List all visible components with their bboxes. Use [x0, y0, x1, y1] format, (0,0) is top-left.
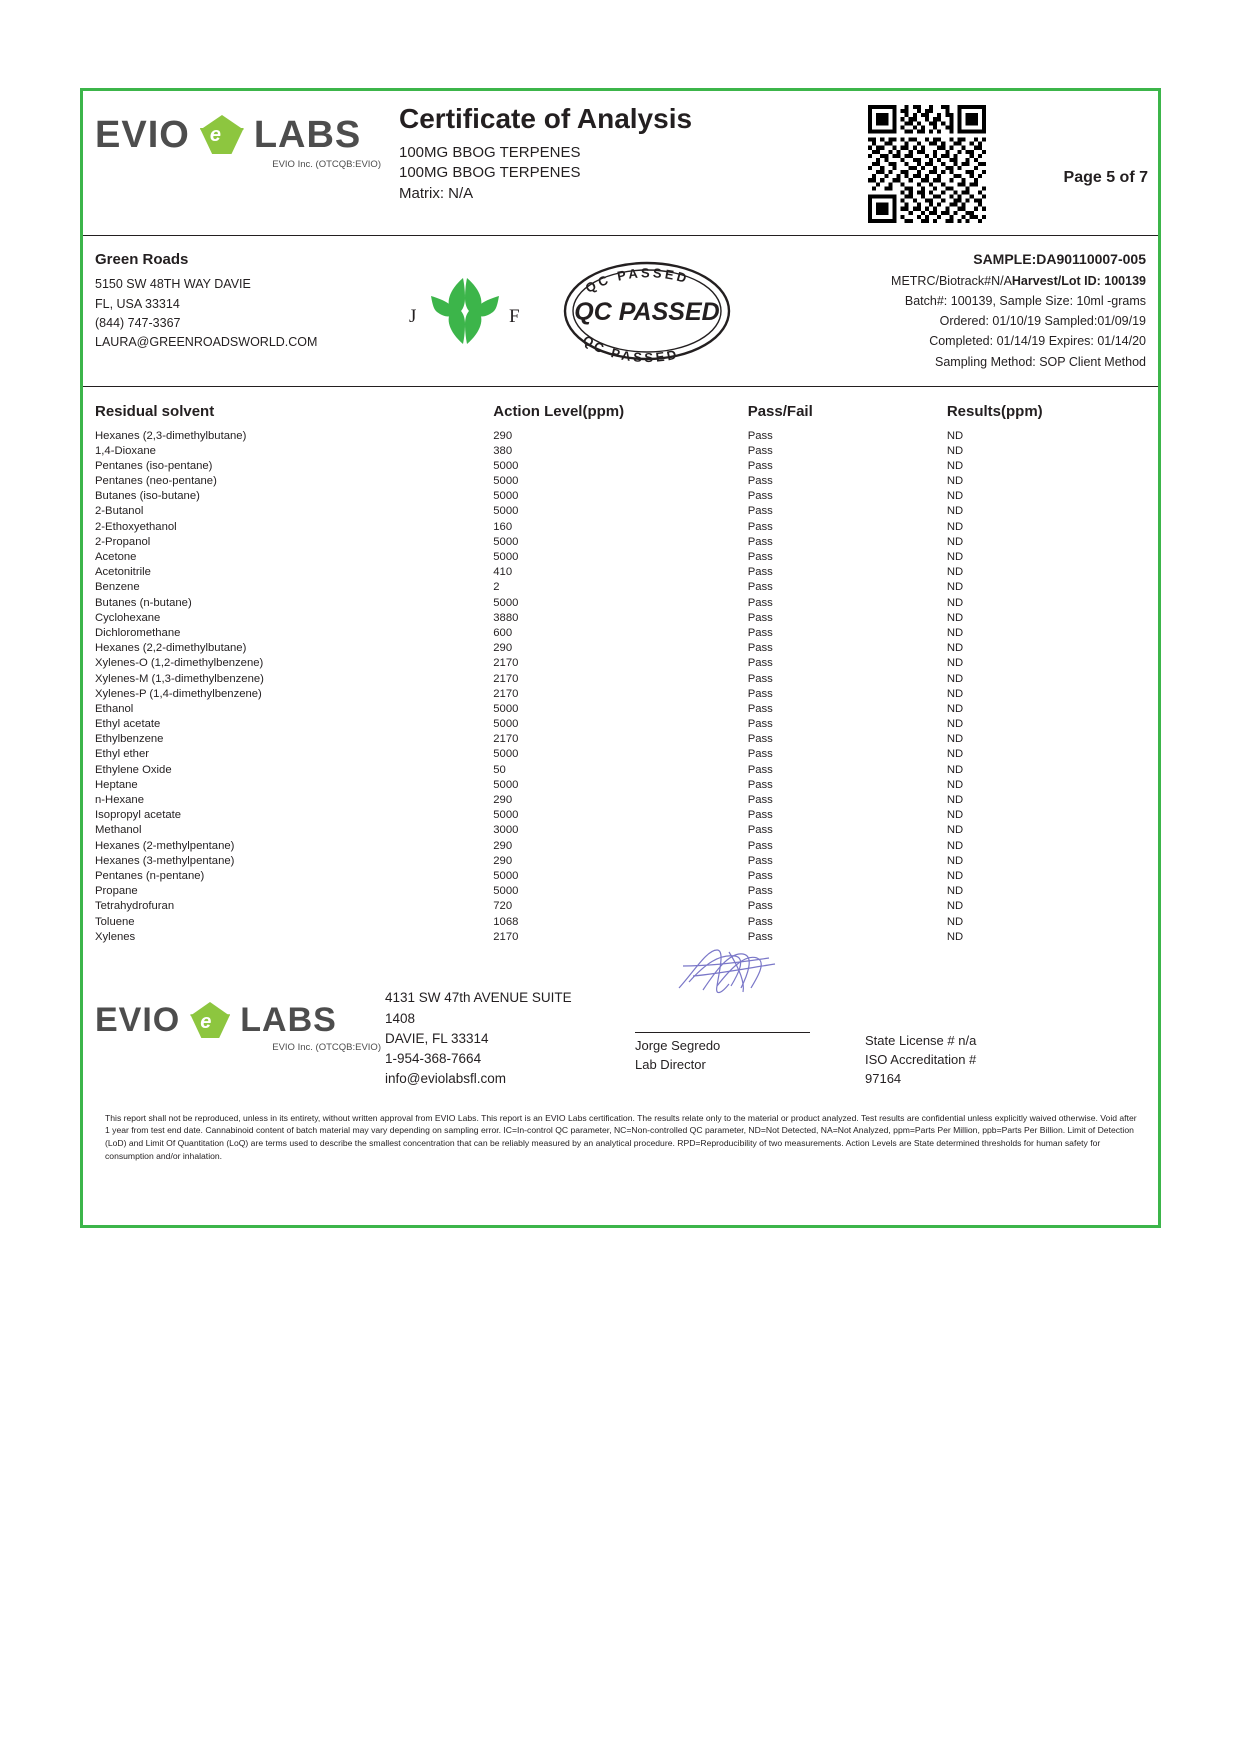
table-row [95, 899, 1146, 914]
cell-analyte-name: Cyclohexane [95, 611, 161, 624]
table-row [95, 701, 1146, 716]
client-email: LAURA@GREENROADSWORLD.COM [95, 335, 318, 350]
table-row [95, 489, 1146, 504]
iso-accreditation-label: ISO Accreditation # [865, 1052, 977, 1068]
cell-action-level: 380 [493, 444, 513, 457]
cell-action-level: 5000 [493, 551, 519, 564]
cell-action-level: 5000 [493, 505, 519, 518]
cell-analyte-name: Ethyl ether [95, 748, 150, 761]
column-header-analyte: Residual solvent [95, 402, 215, 420]
cell-analyte-name: Benzene [95, 581, 140, 594]
cell-result-value: ND [946, 794, 964, 807]
cell-analyte-name: 1,4-Dioxane [95, 444, 156, 457]
cell-analyte-name: Xylenes-O (1,2-dimethylbenzene) [95, 657, 264, 670]
cell-pass-fail: Pass [747, 505, 773, 518]
lab-phone: 1-954-368-7664 [385, 1051, 482, 1067]
table-row [95, 473, 1146, 488]
column-header-action-level: Action Level(ppm) [493, 402, 625, 420]
footer-logo-subtitle: EVIO Inc. (OTCQB:EVIO) [272, 1042, 381, 1054]
cell-action-level: 5000 [493, 885, 519, 898]
cell-pass-fail: Pass [747, 611, 773, 624]
state-license: State License # n/a [865, 1033, 977, 1049]
cell-analyte-name: Hexanes (2,3-dimethylbutane) [95, 429, 247, 442]
cell-action-level: 5000 [493, 718, 519, 731]
svg-text:J: J [409, 306, 417, 327]
cell-pass-fail: Pass [747, 794, 773, 807]
cell-pass-fail: Pass [747, 733, 773, 746]
cell-action-level: 5000 [493, 869, 519, 882]
table-row [95, 838, 1146, 853]
sample-meta [786, 248, 1146, 372]
cell-analyte-name: Hexanes (2,2-dimethylbutane) [95, 642, 247, 655]
cell-pass-fail: Pass [747, 566, 773, 579]
cell-action-level: 290 [493, 839, 513, 852]
svg-text:F: F [509, 306, 520, 327]
cell-action-level: 5000 [493, 490, 519, 503]
table-row [95, 762, 1146, 777]
signature-line [635, 1032, 810, 1033]
cell-pass-fail: Pass [747, 839, 773, 852]
evio-labs-logo [95, 99, 385, 170]
cell-action-level: 5000 [493, 702, 519, 715]
cell-action-level: 2170 [493, 687, 519, 700]
footer-evio-cube-icon: e [186, 1000, 234, 1040]
cell-analyte-name: Tetrahydrofuran [95, 900, 175, 913]
table-row [95, 686, 1146, 701]
cell-result-value: ND [946, 535, 964, 548]
cell-action-level: 5000 [493, 809, 519, 822]
cell-action-level: 2170 [493, 733, 519, 746]
page-title: Certificate of Analysis [399, 103, 693, 134]
cell-action-level: 290 [493, 854, 513, 867]
cell-result-value: ND [946, 505, 964, 518]
batch-line: Batch#: 100139, Sample Size: 10ml -grams [904, 293, 1146, 308]
logo-text-labs: LABS [253, 113, 362, 156]
marks-area [395, 248, 786, 372]
cell-pass-fail: Pass [747, 869, 773, 882]
cell-analyte-name: Butanes (n-butane) [95, 596, 192, 609]
cell-action-level: 290 [493, 642, 513, 655]
cell-pass-fail: Pass [747, 475, 773, 488]
cell-analyte-name: Hexanes (2-methylpentane) [95, 839, 235, 852]
cell-action-level: 410 [493, 566, 513, 579]
iso-accreditation-number: 97164 [865, 1070, 902, 1086]
cell-result-value: ND [946, 672, 964, 685]
table-header-row [95, 401, 1146, 428]
lab-email: info@eviolabsfl.com [385, 1071, 507, 1087]
cell-pass-fail: Pass [747, 535, 773, 548]
signer-name: Jorge Segredo [635, 1038, 721, 1054]
client-info [95, 248, 395, 372]
cell-pass-fail: Pass [747, 930, 773, 943]
results-table-wrapper [83, 387, 1158, 944]
column-header-pass-fail: Pass/Fail [747, 402, 813, 420]
ordered-line: Ordered: 01/10/19 Sampled:01/09/19 [939, 314, 1146, 329]
cell-action-level: 5000 [493, 778, 519, 791]
cell-result-value: ND [946, 915, 964, 928]
table-body [95, 428, 1146, 944]
cell-pass-fail: Pass [747, 702, 773, 715]
signature-icon [659, 942, 809, 1002]
cell-analyte-name: Ethanol [95, 702, 134, 715]
cell-pass-fail: Pass [747, 900, 773, 913]
cell-action-level: 5000 [493, 535, 519, 548]
cell-action-level: 290 [493, 429, 513, 442]
sampling-method-line: Sampling Method: SOP Client Method [935, 354, 1146, 369]
table-row [95, 565, 1146, 580]
footer-logo-text-evio: EVIO [95, 1000, 181, 1039]
cell-result-value: ND [946, 885, 964, 898]
disclaimer-text: This report shall not be reproduced, unless in its entirety, without written approval from EVIO Labs. This report is an EVIO Labs certification. The results relate only to the material or product analyzed. Test results are confidential unless explicitly waived otherwise. Void after 1 year from test end date. Cannabinoid content of batch material may vary depending on sampling error. IC=In-control QC parameter, NC=Non-controlled QC parameter, ND=Not Detected, NA=Not Analyzed, ppm=Parts Per Million, ppb=Parts Per Billion. Limit of Detection (LoD) and Limit Of Quantitation (LoQ) are terms used to describe the smallest concentration that can be reliably measured by an analytical procedure. RPD=Reproducibility of two measurements. Action Levels are State determined thresholds for human safety for consumption and/or inhalation. [105, 1112, 1137, 1162]
cell-result-value: ND [946, 854, 964, 867]
cell-action-level: 290 [493, 794, 513, 807]
client-address-line-2: FL, USA 33314 [95, 296, 180, 311]
cell-pass-fail: Pass [747, 642, 773, 655]
cell-action-level: 600 [493, 626, 513, 639]
cell-result-value: ND [946, 581, 964, 594]
cell-action-level: 3880 [493, 611, 519, 624]
cell-result-value: ND [946, 459, 964, 472]
cell-result-value: ND [946, 839, 964, 852]
signature-block [635, 974, 865, 1075]
cell-result-value: ND [946, 596, 964, 609]
cell-analyte-name: Acetonitrile [95, 566, 151, 579]
lab-address-line-2: 1408 [385, 1010, 416, 1026]
cell-result-value: ND [946, 733, 964, 746]
cell-pass-fail: Pass [747, 687, 773, 700]
logo-text-evio: EVIO [95, 113, 190, 156]
cell-action-level: 720 [493, 900, 513, 913]
cell-result-value: ND [946, 763, 964, 776]
cell-pass-fail: Pass [747, 672, 773, 685]
client-leaf-logo-icon [405, 266, 525, 356]
cell-analyte-name: Toluene [95, 915, 135, 928]
cell-action-level: 2170 [493, 657, 519, 670]
cell-action-level: 5000 [493, 596, 519, 609]
column-header-results: Results(ppm) [946, 402, 1043, 420]
cell-analyte-name: 2-Propanol [95, 535, 151, 548]
table-row [95, 792, 1146, 807]
cell-pass-fail: Pass [747, 444, 773, 457]
table-row [95, 443, 1146, 458]
cell-result-value: ND [946, 869, 964, 882]
cell-result-value: ND [946, 657, 964, 670]
cell-pass-fail: Pass [747, 748, 773, 761]
completed-line: Completed: 01/14/19 Expires: 01/14/20 [929, 334, 1146, 349]
table-row [95, 641, 1146, 656]
cell-pass-fail: Pass [747, 718, 773, 731]
table-row [95, 549, 1146, 564]
page-number: Page 5 of 7 [1063, 169, 1148, 186]
cell-analyte-name: Butanes (iso-butane) [95, 490, 200, 503]
table-row [95, 929, 1146, 944]
footer-evio-logo [95, 974, 385, 1053]
table-row [95, 777, 1146, 792]
cell-pass-fail: Pass [747, 824, 773, 837]
cell-pass-fail: Pass [747, 763, 773, 776]
table-row [95, 884, 1146, 899]
cell-result-value: ND [946, 566, 964, 579]
cell-pass-fail: Pass [747, 520, 773, 533]
lab-address-line-3: DAVIE, FL 33314 [385, 1030, 489, 1046]
cell-pass-fail: Pass [747, 581, 773, 594]
table-row [95, 732, 1146, 747]
cell-pass-fail: Pass [747, 490, 773, 503]
table-row [95, 610, 1146, 625]
cell-result-value: ND [946, 900, 964, 913]
table-row [95, 853, 1146, 868]
document-footer [83, 944, 1158, 1089]
cell-result-value: ND [946, 930, 964, 943]
cell-analyte-name: Xylenes-P (1,4-dimethylbenzene) [95, 687, 262, 700]
residual-solvent-table [95, 401, 1146, 944]
client-address-line-1: 5150 SW 48TH WAY DAVIE [95, 277, 251, 292]
client-name: Green Roads [95, 251, 189, 268]
cell-pass-fail: Pass [747, 429, 773, 442]
table-row [95, 504, 1146, 519]
cell-pass-fail: Pass [747, 596, 773, 609]
cell-analyte-name: Pentanes (n-pentane) [95, 869, 205, 882]
lab-address-line-1: 4131 SW 47th AVENUE SUITE [385, 990, 572, 1006]
cell-analyte-name: 2-Ethoxyethanol [95, 520, 177, 533]
metrc-id: METRC/Biotrack#N/A [891, 273, 1012, 288]
svg-text:QC PASSED: QC PASSED [574, 298, 720, 326]
cell-action-level: 50 [493, 763, 506, 776]
metrc-harvest-line [786, 271, 1146, 291]
cell-analyte-name: Ethyl acetate [95, 718, 161, 731]
cell-action-level: 2170 [493, 672, 519, 685]
cell-analyte-name: Hexanes (3-methylpentane) [95, 854, 235, 867]
table-row [95, 625, 1146, 640]
harvest-lot-id: Harvest/Lot ID: 100139 [1011, 273, 1146, 288]
cell-analyte-name: Dichloromethane [95, 626, 181, 639]
cell-analyte-name: n-Hexane [95, 794, 144, 807]
cell-result-value: ND [946, 687, 964, 700]
accreditation-block [865, 974, 1146, 1089]
qc-passed-stamp [545, 256, 750, 366]
cell-result-value: ND [946, 702, 964, 715]
footer-logo-text-labs: LABS [240, 1000, 337, 1039]
cell-result-value: ND [946, 444, 964, 457]
cell-result-value: ND [946, 611, 964, 624]
cell-analyte-name: Ethylene Oxide [95, 763, 172, 776]
cell-result-value: ND [946, 520, 964, 533]
cell-analyte-name: Pentanes (neo-pentane) [95, 475, 217, 488]
table-row [95, 823, 1146, 838]
cell-action-level: 160 [493, 520, 513, 533]
cell-result-value: ND [946, 490, 964, 503]
cell-result-value: ND [946, 748, 964, 761]
table-row [95, 534, 1146, 549]
cell-pass-fail: Pass [747, 657, 773, 670]
cell-result-value: ND [946, 718, 964, 731]
cell-pass-fail: Pass [747, 854, 773, 867]
cell-analyte-name: Xylenes [95, 930, 136, 943]
cell-analyte-name: 2-Butanol [95, 505, 144, 518]
table-row [95, 747, 1146, 762]
cell-analyte-name: Acetone [95, 551, 137, 564]
cell-result-value: ND [946, 809, 964, 822]
cell-action-level: 3000 [493, 824, 519, 837]
cell-analyte-name: Ethylbenzene [95, 733, 164, 746]
sample-name-line-1: 100MG BBOG TERPENES [399, 144, 581, 161]
table-row [95, 716, 1146, 731]
cell-result-value: ND [946, 475, 964, 488]
cell-analyte-name: Xylenes-M (1,3-dimethylbenzene) [95, 672, 264, 685]
table-row [95, 428, 1146, 443]
lab-address [385, 974, 635, 1089]
cell-pass-fail: Pass [747, 551, 773, 564]
table-row [95, 656, 1146, 671]
cell-action-level: 5000 [493, 748, 519, 761]
qr-code-block [868, 99, 998, 223]
cell-analyte-name: Methanol [95, 824, 142, 837]
cell-analyte-name: Heptane [95, 778, 138, 791]
certificate-page [80, 88, 1161, 1228]
cell-pass-fail: Pass [747, 626, 773, 639]
cell-pass-fail: Pass [747, 459, 773, 472]
sample-id: SAMPLE:DA90110007-005 [973, 251, 1146, 267]
svg-text:QC PASSED: QC PASSED [579, 332, 681, 366]
cell-analyte-name: Propane [95, 885, 138, 898]
table-row [95, 914, 1146, 929]
logo-subtitle: EVIO Inc. (OTCQB:EVIO) [272, 159, 381, 170]
cell-pass-fail: Pass [747, 809, 773, 822]
cell-result-value: ND [946, 642, 964, 655]
cell-result-value: ND [946, 626, 964, 639]
cell-pass-fail: Pass [747, 915, 773, 928]
signer-title: Lab Director [635, 1057, 706, 1073]
cell-action-level: 5000 [493, 459, 519, 472]
cell-result-value: ND [946, 824, 964, 837]
cell-analyte-name: Isopropyl acetate [95, 809, 182, 822]
sample-name-line-2: 100MG BBOG TERPENES [399, 164, 581, 182]
cell-action-level: 1068 [493, 915, 519, 928]
document-header [83, 91, 1158, 235]
svg-text:QC PASSED: QC PASSED [582, 265, 692, 296]
cell-pass-fail: Pass [747, 778, 773, 791]
title-block [385, 99, 868, 204]
cell-action-level: 2 [493, 581, 500, 594]
evio-cube-icon: e [196, 113, 248, 157]
cell-result-value: ND [946, 429, 964, 442]
sample-info-band [83, 235, 1158, 387]
cell-action-level: 2170 [493, 930, 519, 943]
table-row [95, 458, 1146, 473]
table-row [95, 595, 1146, 610]
cell-pass-fail: Pass [747, 885, 773, 898]
cell-result-value: ND [946, 778, 964, 791]
table-row [95, 868, 1146, 883]
cell-analyte-name: Pentanes (iso-pentane) [95, 459, 213, 472]
client-phone: (844) 747-3367 [95, 316, 181, 330]
cell-result-value: ND [946, 551, 964, 564]
table-row [95, 580, 1146, 595]
cell-action-level: 5000 [493, 475, 519, 488]
table-row [95, 808, 1146, 823]
table-row [95, 671, 1146, 686]
qr-code-icon [868, 105, 986, 223]
table-row [95, 519, 1146, 534]
matrix-line: Matrix: N/A [399, 184, 474, 202]
